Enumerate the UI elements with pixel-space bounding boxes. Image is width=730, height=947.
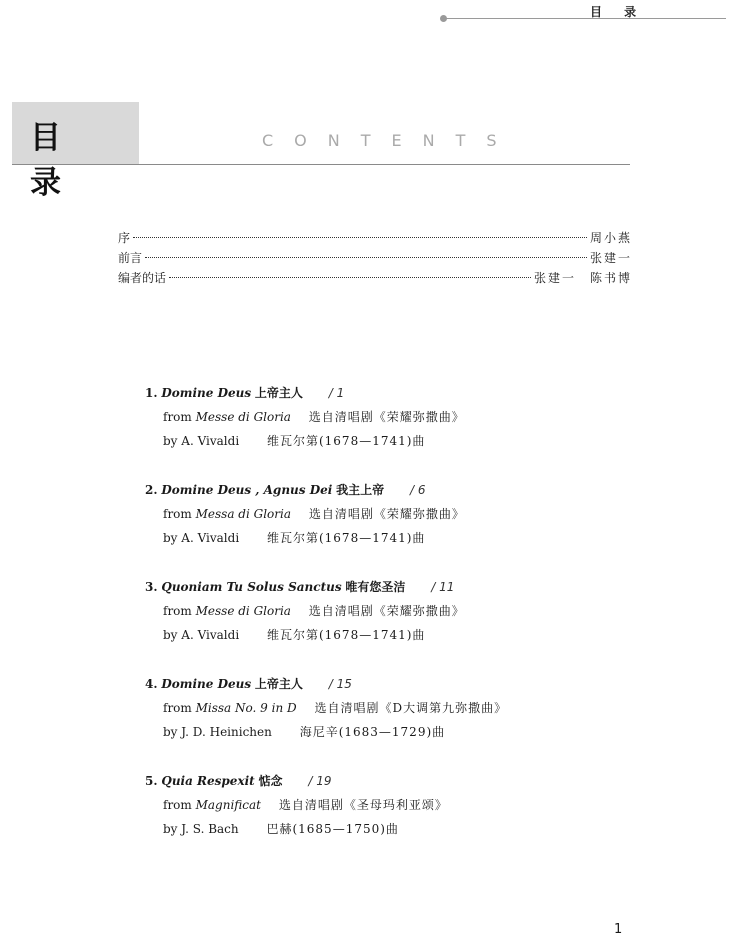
entry-composer-chinese: 海尼辛(1683—1729)曲 <box>299 725 446 739</box>
dot-leader <box>145 257 587 258</box>
entry-source-line <box>145 699 615 723</box>
entry-title-line <box>145 578 615 602</box>
entry-title-line <box>145 384 615 408</box>
front-matter-name: 前言 <box>118 251 143 265</box>
front-matter-author: 周小燕 <box>589 231 632 245</box>
toc-entry[interactable] <box>145 772 615 869</box>
entry-title-latin: Domine Deus <box>161 677 252 691</box>
contents-subtitle: CONTENTS <box>262 131 518 150</box>
entry-page: / 11 <box>431 580 455 594</box>
front-matter-author: 张建一 <box>589 251 632 265</box>
title-rule <box>12 164 630 165</box>
toc-entry[interactable] <box>145 578 615 675</box>
toc-entry[interactable] <box>145 481 615 578</box>
entry-by: by J. S. Bach <box>163 822 239 836</box>
entry-number: 5. <box>145 774 158 788</box>
entry-by: by A. Vivaldi <box>163 531 240 545</box>
entry-number: 1. <box>145 386 158 400</box>
from-prefix: from <box>163 410 192 424</box>
entry-title-chinese: 上帝主人 <box>254 677 303 691</box>
entry-work: Messe di Gloria <box>195 604 291 618</box>
entry-composer-line <box>145 723 615 747</box>
entry-page: / 6 <box>409 483 426 497</box>
entry-title-line <box>145 675 615 699</box>
entry-title-latin: Domine Deus <box>161 386 252 400</box>
entry-source-chinese: 选自清唱剧《D大调第九弥撒曲》 <box>314 701 508 715</box>
toc-entry[interactable] <box>145 675 615 772</box>
entry-composer-line <box>145 626 615 650</box>
entry-source-chinese: 选自清唱剧《荣耀弥撒曲》 <box>308 410 465 424</box>
front-matter-item[interactable] <box>118 249 632 269</box>
entry-composer-line <box>145 529 615 553</box>
front-matter-item[interactable] <box>118 229 632 249</box>
toc-entry[interactable] <box>145 384 615 481</box>
entry-title-chinese: 上帝主人 <box>254 386 303 400</box>
entry-composer-line <box>145 432 615 456</box>
header-rule <box>446 18 726 19</box>
entry-title-line <box>145 481 615 505</box>
from-prefix: from <box>163 798 192 812</box>
front-matter-name: 序 <box>118 231 131 245</box>
title-box <box>12 102 139 201</box>
entry-title-chinese: 唯有您圣洁 <box>345 580 406 594</box>
page-number: 1 <box>614 922 623 937</box>
dot-leader <box>133 237 587 238</box>
front-matter-item[interactable] <box>118 269 632 289</box>
entry-page: / 15 <box>328 677 352 691</box>
entry-title-chinese: 我主上帝 <box>336 483 385 497</box>
from-prefix: from <box>163 507 192 521</box>
from-prefix: from <box>163 701 192 715</box>
entry-source-line <box>145 602 615 626</box>
entry-composer-chinese: 维瓦尔第(1678—1741)曲 <box>266 434 426 448</box>
entry-work: Missa No. 9 in D <box>195 701 297 715</box>
toc-entries <box>145 384 615 869</box>
entry-title-line <box>145 772 615 796</box>
entry-number: 3. <box>145 580 158 594</box>
from-prefix: from <box>163 604 192 618</box>
dot-leader <box>169 277 531 278</box>
entry-source-chinese: 选自清唱剧《荣耀弥撒曲》 <box>308 507 465 521</box>
running-header <box>440 4 730 28</box>
entry-title-latin: Quoniam Tu Solus Sanctus <box>161 580 342 594</box>
entry-title-latin: Domine Deus , Agnus Dei <box>161 483 333 497</box>
entry-by: by A. Vivaldi <box>163 434 240 448</box>
entry-number: 2. <box>145 483 158 497</box>
entry-page: / 1 <box>328 386 345 400</box>
entry-title-latin: Quia Respexit <box>161 774 255 788</box>
entry-by: by J. D. Heinichen <box>163 725 272 739</box>
page-title: 目 录 <box>30 120 79 201</box>
entry-source-line <box>145 505 615 529</box>
entry-work: Magnificat <box>195 798 261 812</box>
entry-composer-chinese: 维瓦尔第(1678—1741)曲 <box>266 531 426 545</box>
entry-number: 4. <box>145 677 158 691</box>
entry-source-chinese: 选自清唱剧《圣母玛利亚颂》 <box>278 798 448 812</box>
entry-page: / 19 <box>308 774 332 788</box>
entry-source-line <box>145 796 615 820</box>
entry-composer-chinese: 巴赫(1685—1750)曲 <box>266 822 399 836</box>
running-header-label: 目 录 <box>590 5 646 19</box>
front-matter-author: 张建一 陈书博 <box>533 271 632 285</box>
entry-by: by A. Vivaldi <box>163 628 240 642</box>
entry-source-line <box>145 408 615 432</box>
entry-composer-line <box>145 820 615 844</box>
entry-title-chinese: 惦念 <box>258 774 283 788</box>
entry-source-chinese: 选自清唱剧《荣耀弥撒曲》 <box>308 604 465 618</box>
entry-composer-chinese: 维瓦尔第(1678—1741)曲 <box>266 628 426 642</box>
front-matter-list <box>118 229 632 289</box>
entry-work: Messe di Gloria <box>195 410 291 424</box>
entry-work: Messa di Gloria <box>195 507 291 521</box>
front-matter-name: 编者的话 <box>118 271 167 285</box>
